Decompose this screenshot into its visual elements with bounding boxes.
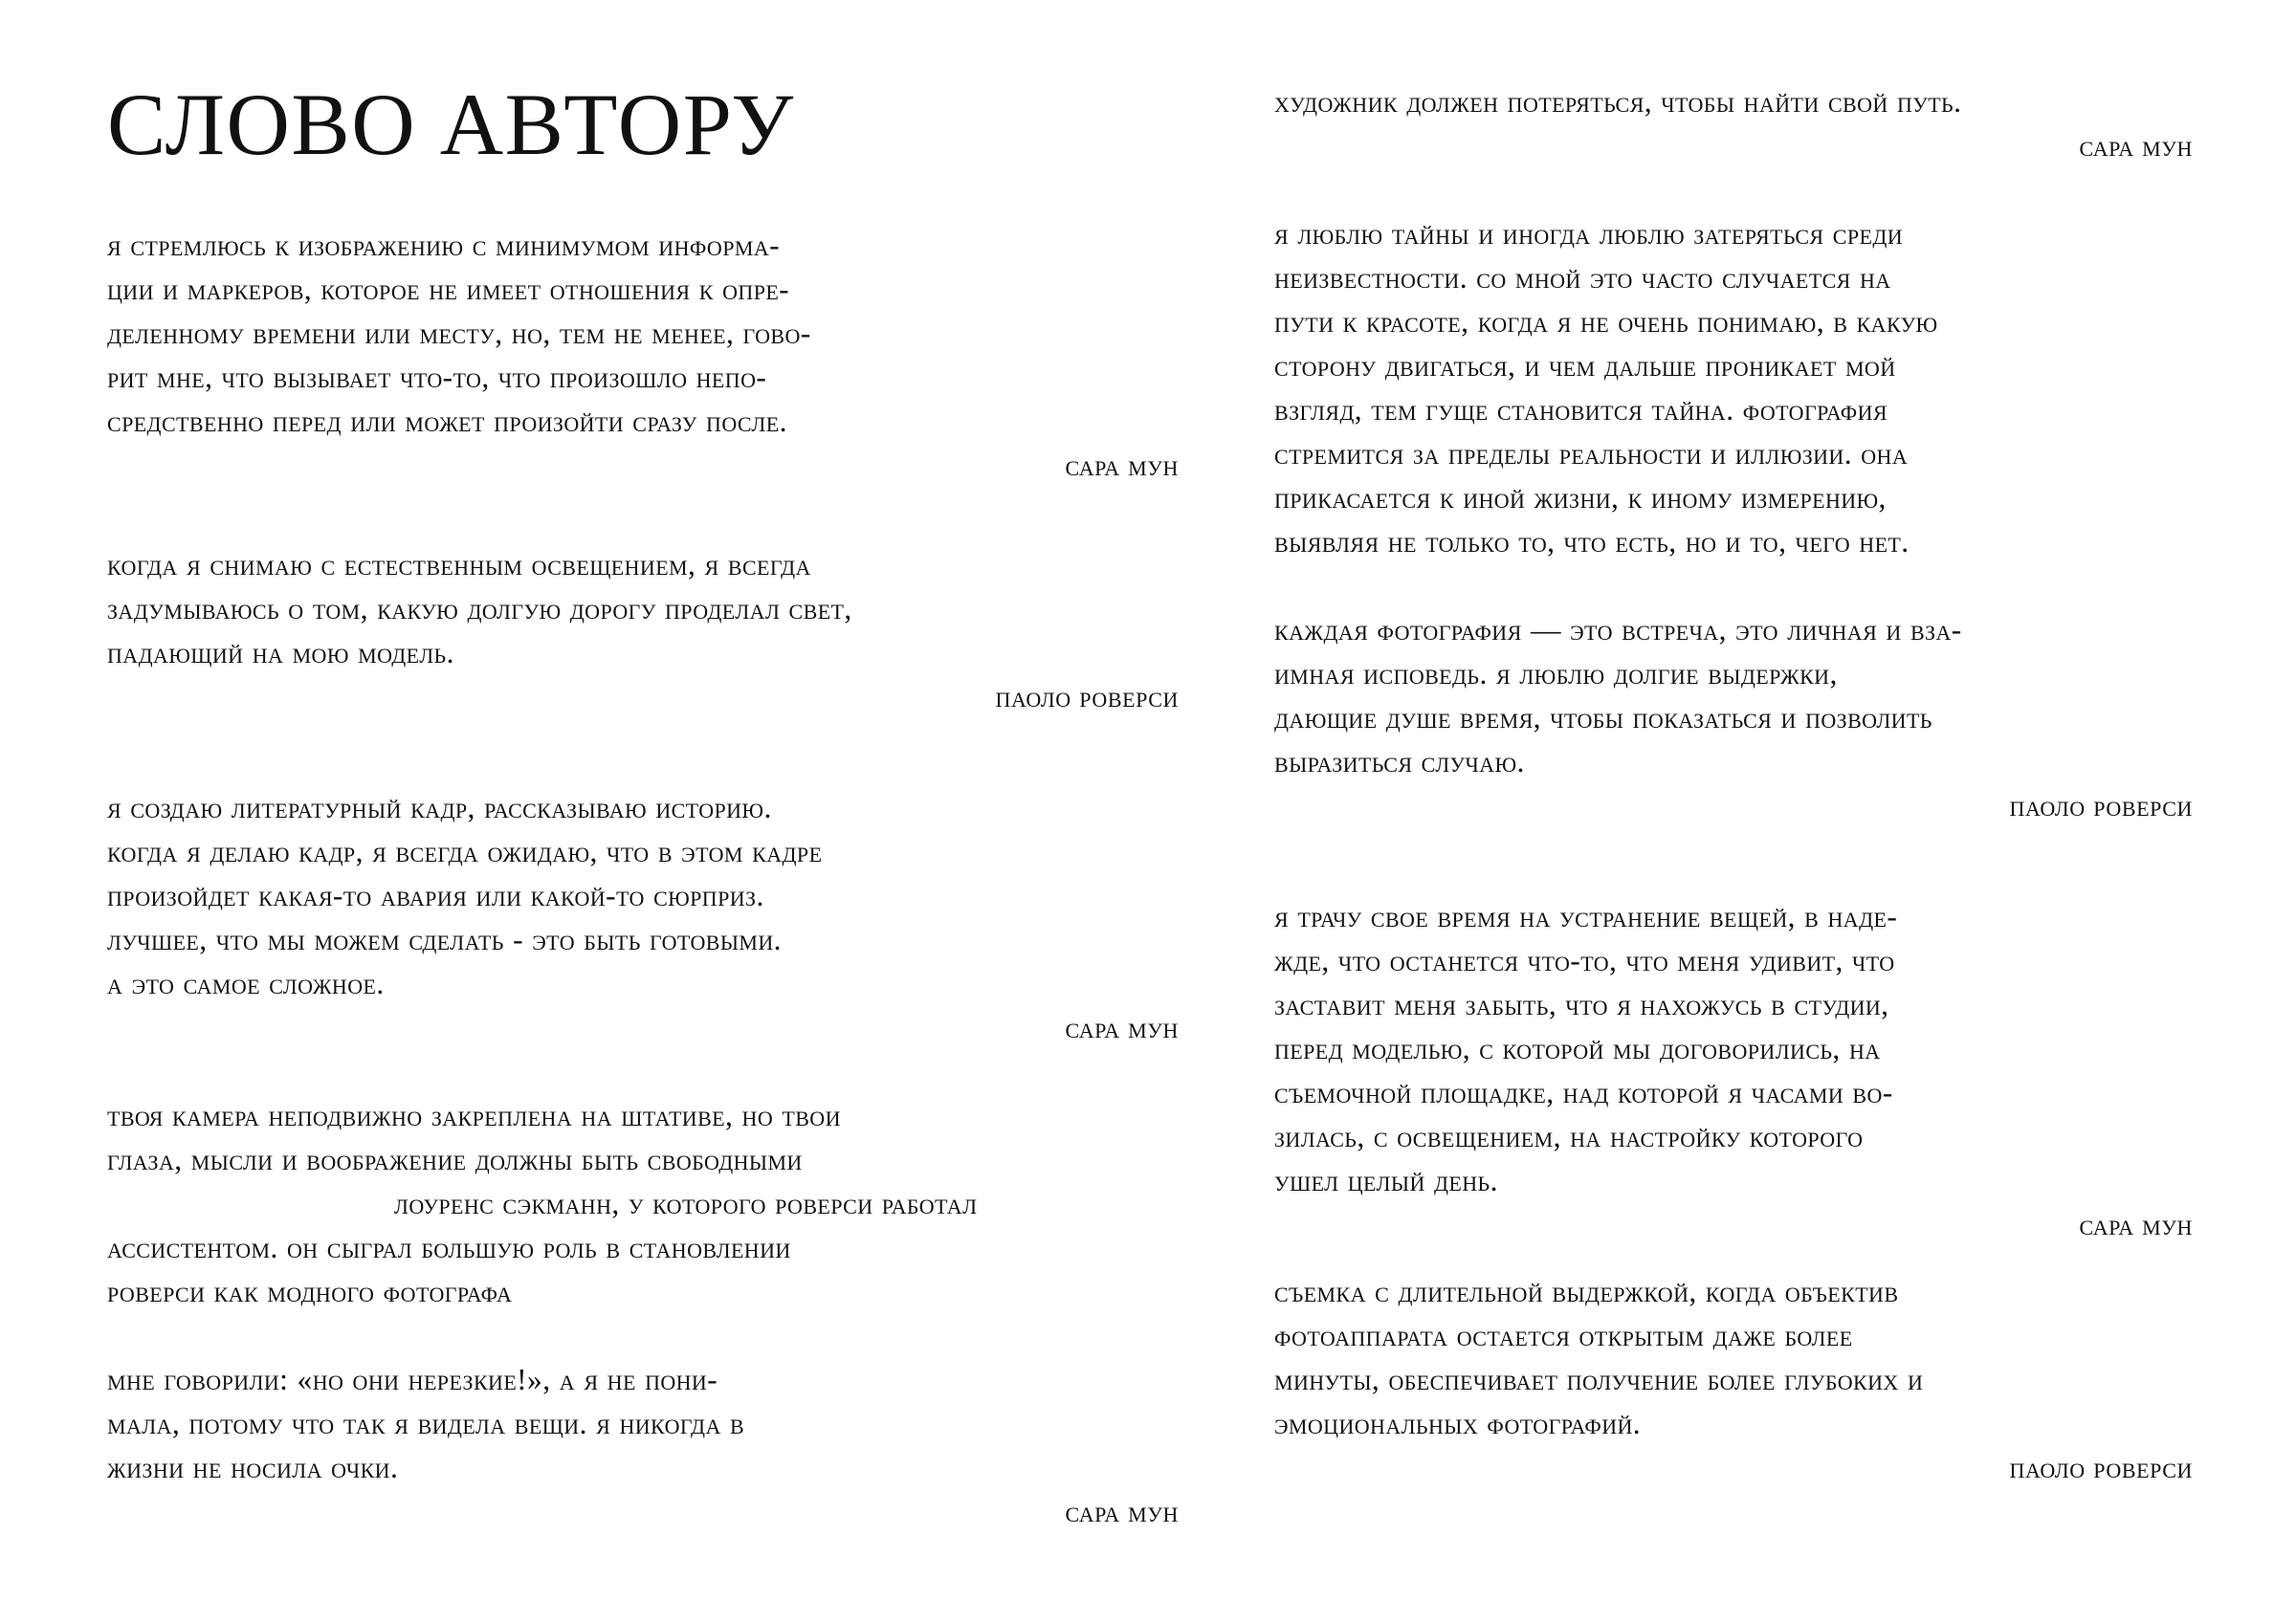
text-line: я трачу свое время на устранение вещей, в наде- [1274, 900, 1898, 933]
text-line: имная исповедь. я люблю долгие выдержки, [1274, 657, 1838, 691]
text-line: пути к красоте, когда я не очень понимаю, в какую [1274, 305, 1938, 339]
quote-block-5 [107, 1358, 1179, 1534]
quote-block-r3 [1274, 608, 2193, 828]
text-line: дающие душе время, чтобы показаться и позволить [1274, 701, 1932, 735]
text-line: мала, потому что так я видела вещи. я никогда в [107, 1407, 745, 1440]
text-line: когда я делаю кадр, я всегда ожидаю, что в этом кадре [107, 835, 823, 868]
text-line: заставит меня забыть, что я нахожусь в студии, [1274, 988, 1889, 1021]
text-line: сторону двигаться, и чем дальше проникает мой [1274, 349, 1896, 383]
text-line: художник должен потеряться, чтобы найти свой путь. [1274, 85, 1962, 119]
block-spacer [1274, 168, 2193, 212]
quote-block-3 [107, 786, 1179, 1050]
text-line: выразиться случаю. [1274, 745, 1525, 779]
block-spacer [1274, 564, 2193, 608]
text-line: съемка с длительной выдержкой, когда объектив [1274, 1275, 1899, 1308]
text-line: минуты, обеспечивает получение более глубоких и [1274, 1363, 1924, 1396]
text-line: когда я снимаю с естественным освещением, я всегда [107, 548, 811, 581]
text-line: твоя камера неподвижно закреплена на штативе, но твои [107, 1099, 841, 1132]
text-line: глаза, мысли и воображение должны быть свободными [107, 1143, 803, 1176]
right-column [1217, 80, 2193, 1585]
quote-text [107, 1358, 1179, 1490]
text-line: я стремлюсь к изображению с минимумом информа- [107, 229, 780, 262]
text-line: деленному времени или месту, но, тем не менее, гово- [107, 317, 811, 350]
text-line: прикасается к иной жизни, к иному измерению, [1274, 481, 1887, 515]
quote-attribution: сара мун [1065, 1011, 1179, 1044]
text-line: роверси как модного фотографа [107, 1275, 513, 1308]
block-spacer [107, 719, 1179, 786]
quote-attribution: сара мун [2079, 129, 2193, 163]
quote-text [1274, 80, 2193, 124]
block-spacer [107, 1314, 1179, 1358]
quote-attribution: паоло роверси [995, 680, 1179, 713]
text-line: перед моделью, с которой мы договорились, на [1274, 1032, 1881, 1065]
left-column [107, 76, 1217, 1585]
quote-text [107, 543, 1179, 675]
quote-attribution: сара мун [1065, 449, 1179, 482]
block-spacer [107, 1050, 1179, 1094]
text-line: выявляя не только то, что есть, но и то, чего нет. [1274, 525, 1910, 559]
text-line: каждая фотография — это встреча, это личная и вза- [1274, 613, 1962, 647]
quote-block-r2 [1274, 212, 2193, 564]
text-line: жде, что останется что-то, что меня удивит, что [1274, 944, 1895, 977]
quote-block-4 [107, 1094, 1179, 1314]
quote-text [1274, 895, 2193, 1203]
text-line: лучшее, что мы можем сделать - это быть готовыми. [107, 923, 782, 956]
inline-attribution-line: лоуренс сэкманн, у которого роверси работал [394, 1187, 978, 1220]
quote-block-r5 [1274, 1270, 2193, 1490]
text-line: ассистентом. он сыграл большую роль в становлении [107, 1231, 791, 1264]
text-line: эмоциональных фотографий. [1274, 1407, 1642, 1440]
quote-text [1274, 212, 2193, 564]
quote-block-2 [107, 543, 1179, 719]
text-line: неизвестности. со мной это часто случается на [1274, 261, 1891, 295]
quote-attribution: паоло роверси [2009, 789, 2193, 822]
text-line: зилась, с освещением, на настройку которого [1274, 1120, 1864, 1153]
quote-text [1274, 1270, 2193, 1446]
quote-text [107, 786, 1179, 1006]
text-line: ции и маркеров, которое не имеет отношения к опре- [107, 273, 790, 306]
text-line: средственно перед или может произойти сразу после. [107, 405, 787, 438]
quote-text [1274, 608, 2193, 784]
quote-attribution: сара мун [1065, 1495, 1179, 1528]
text-line: рит мне, что вызывает что-то, что произошло непо- [107, 361, 767, 394]
block-spacer [1274, 1247, 2193, 1270]
quote-attribution: паоло роверси [2009, 1451, 2193, 1484]
quote-attribution: сара мун [2079, 1208, 2193, 1241]
block-spacer [107, 488, 1179, 543]
text-line: ушел целый день. [1274, 1164, 1498, 1197]
text-line: а это самое сложное. [107, 967, 385, 1000]
quote-text [107, 1094, 1179, 1314]
page-title: СЛОВО АВТОРУ [107, 76, 795, 173]
quote-block-r1 [1274, 80, 2193, 168]
text-line: съемочной площадке, над которой я часами во- [1274, 1076, 1893, 1109]
text-line: произойдет какая-то авария или какой-то сюрприз. [107, 879, 764, 912]
text-line: мне говорили: «но они нерезкие!», а я не пони- [107, 1363, 718, 1396]
quote-block-r4 [1274, 895, 2193, 1247]
text-line: стремится за пределы реальности и иллюзии. она [1274, 437, 1909, 471]
quote-block-1 [107, 224, 1179, 488]
text-line: я создаю литературный кадр, рассказываю историю. [107, 791, 772, 824]
text-line: жизни не носила очки. [107, 1451, 399, 1484]
quote-text [107, 224, 1179, 444]
text-line: я люблю тайны и иногда люблю затеряться среди [1274, 217, 1904, 251]
block-spacer [1274, 828, 2193, 895]
text-line: взгляд, тем гуще становится тайна. фотография [1274, 393, 1888, 427]
text-line: фотоаппарата остается открытым даже более [1274, 1319, 1853, 1352]
text-line: падающий на мою модель. [107, 636, 454, 669]
text-line: задумываюсь о том, какую долгую дорогу проделал свет, [107, 592, 852, 625]
